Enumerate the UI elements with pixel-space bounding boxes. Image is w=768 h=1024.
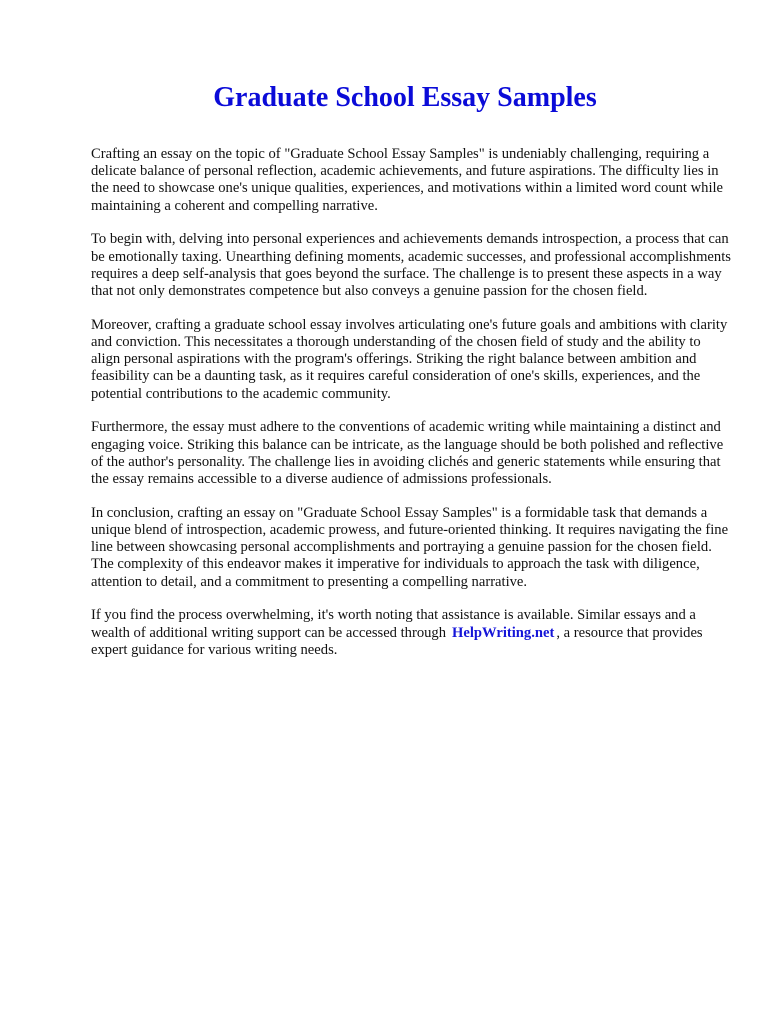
paragraph-academic-writing: Furthermore, the essay must adhere to the conventions of academic writing while maintaining a distinct and engaging voice. Striking this balance can be intricate, as the language should be both polished and reflective of the author's personality. The challenge lies in avoiding clichés and generic statements while ensuring that the essay remains accessible to a diverse audience of admissions professionals. [91, 419, 724, 488]
paragraph-future-goals: Moreover, crafting a graduate school essay involves articulating one's future goals and ambitions with clarity and conviction. This necessitates a thorough understanding of the chosen field of study and the ability to align personal aspirations with the program's offerings. Striking the right balance between ambition and feasibility can be a daunting task, as it requires careful consideration of one's skills, experiences, and the potential contributions to the academic community. [91, 316, 728, 402]
document-body [91, 146, 731, 676]
paragraph-closing [91, 607, 731, 659]
closing-text-before-link: If you find the process overwhelming, it's worth noting that assistance is available. Similar essays and a wealth of additional writing support can be accessed through [91, 607, 696, 641]
paragraph-conclusion: In conclusion, crafting an essay on "Graduate School Essay Samples" is a formidable task that demands a unique blend of introspection, academic prowess, and future-oriented thinking. It requires navigating the fine line between showcasing personal accomplishments and portraying a genuine passion for the chosen field. The complexity of this endeavor makes it imperative for individuals to approach the task with diligence, attention to detail, and a commitment to presenting a compelling narrative. [91, 504, 729, 590]
closing-text-after-link: , a resource that provides expert guidance for various writing needs. [91, 624, 703, 658]
paragraph-intro: Crafting an essay on the topic of "Graduate School Essay Samples" is undeniably challenging, requiring a delicate balance of personal reflection, academic achievements, and future aspirations. The difficulty lies in the need to showcase one's unique qualities, experiences, and motivations within a limited word count while maintaining a coherent and compelling narrative. [91, 146, 724, 214]
helpwriting-link[interactable]: HelpWriting.net [452, 624, 555, 641]
document-title: Graduate School Essay Samples [213, 82, 597, 113]
paragraph-personal-experiences: To begin with, delving into personal experiences and achievements demands introspection, a process that can be emotionally taxing. Unearthing defining moments, academic successes, and professional accomplishments requires a deep self-analysis that goes beyond the surface. The challenge is to present these aspects in a way that not only demonstrates competence but also conveys a genuine passion for the chosen field. [91, 231, 731, 300]
